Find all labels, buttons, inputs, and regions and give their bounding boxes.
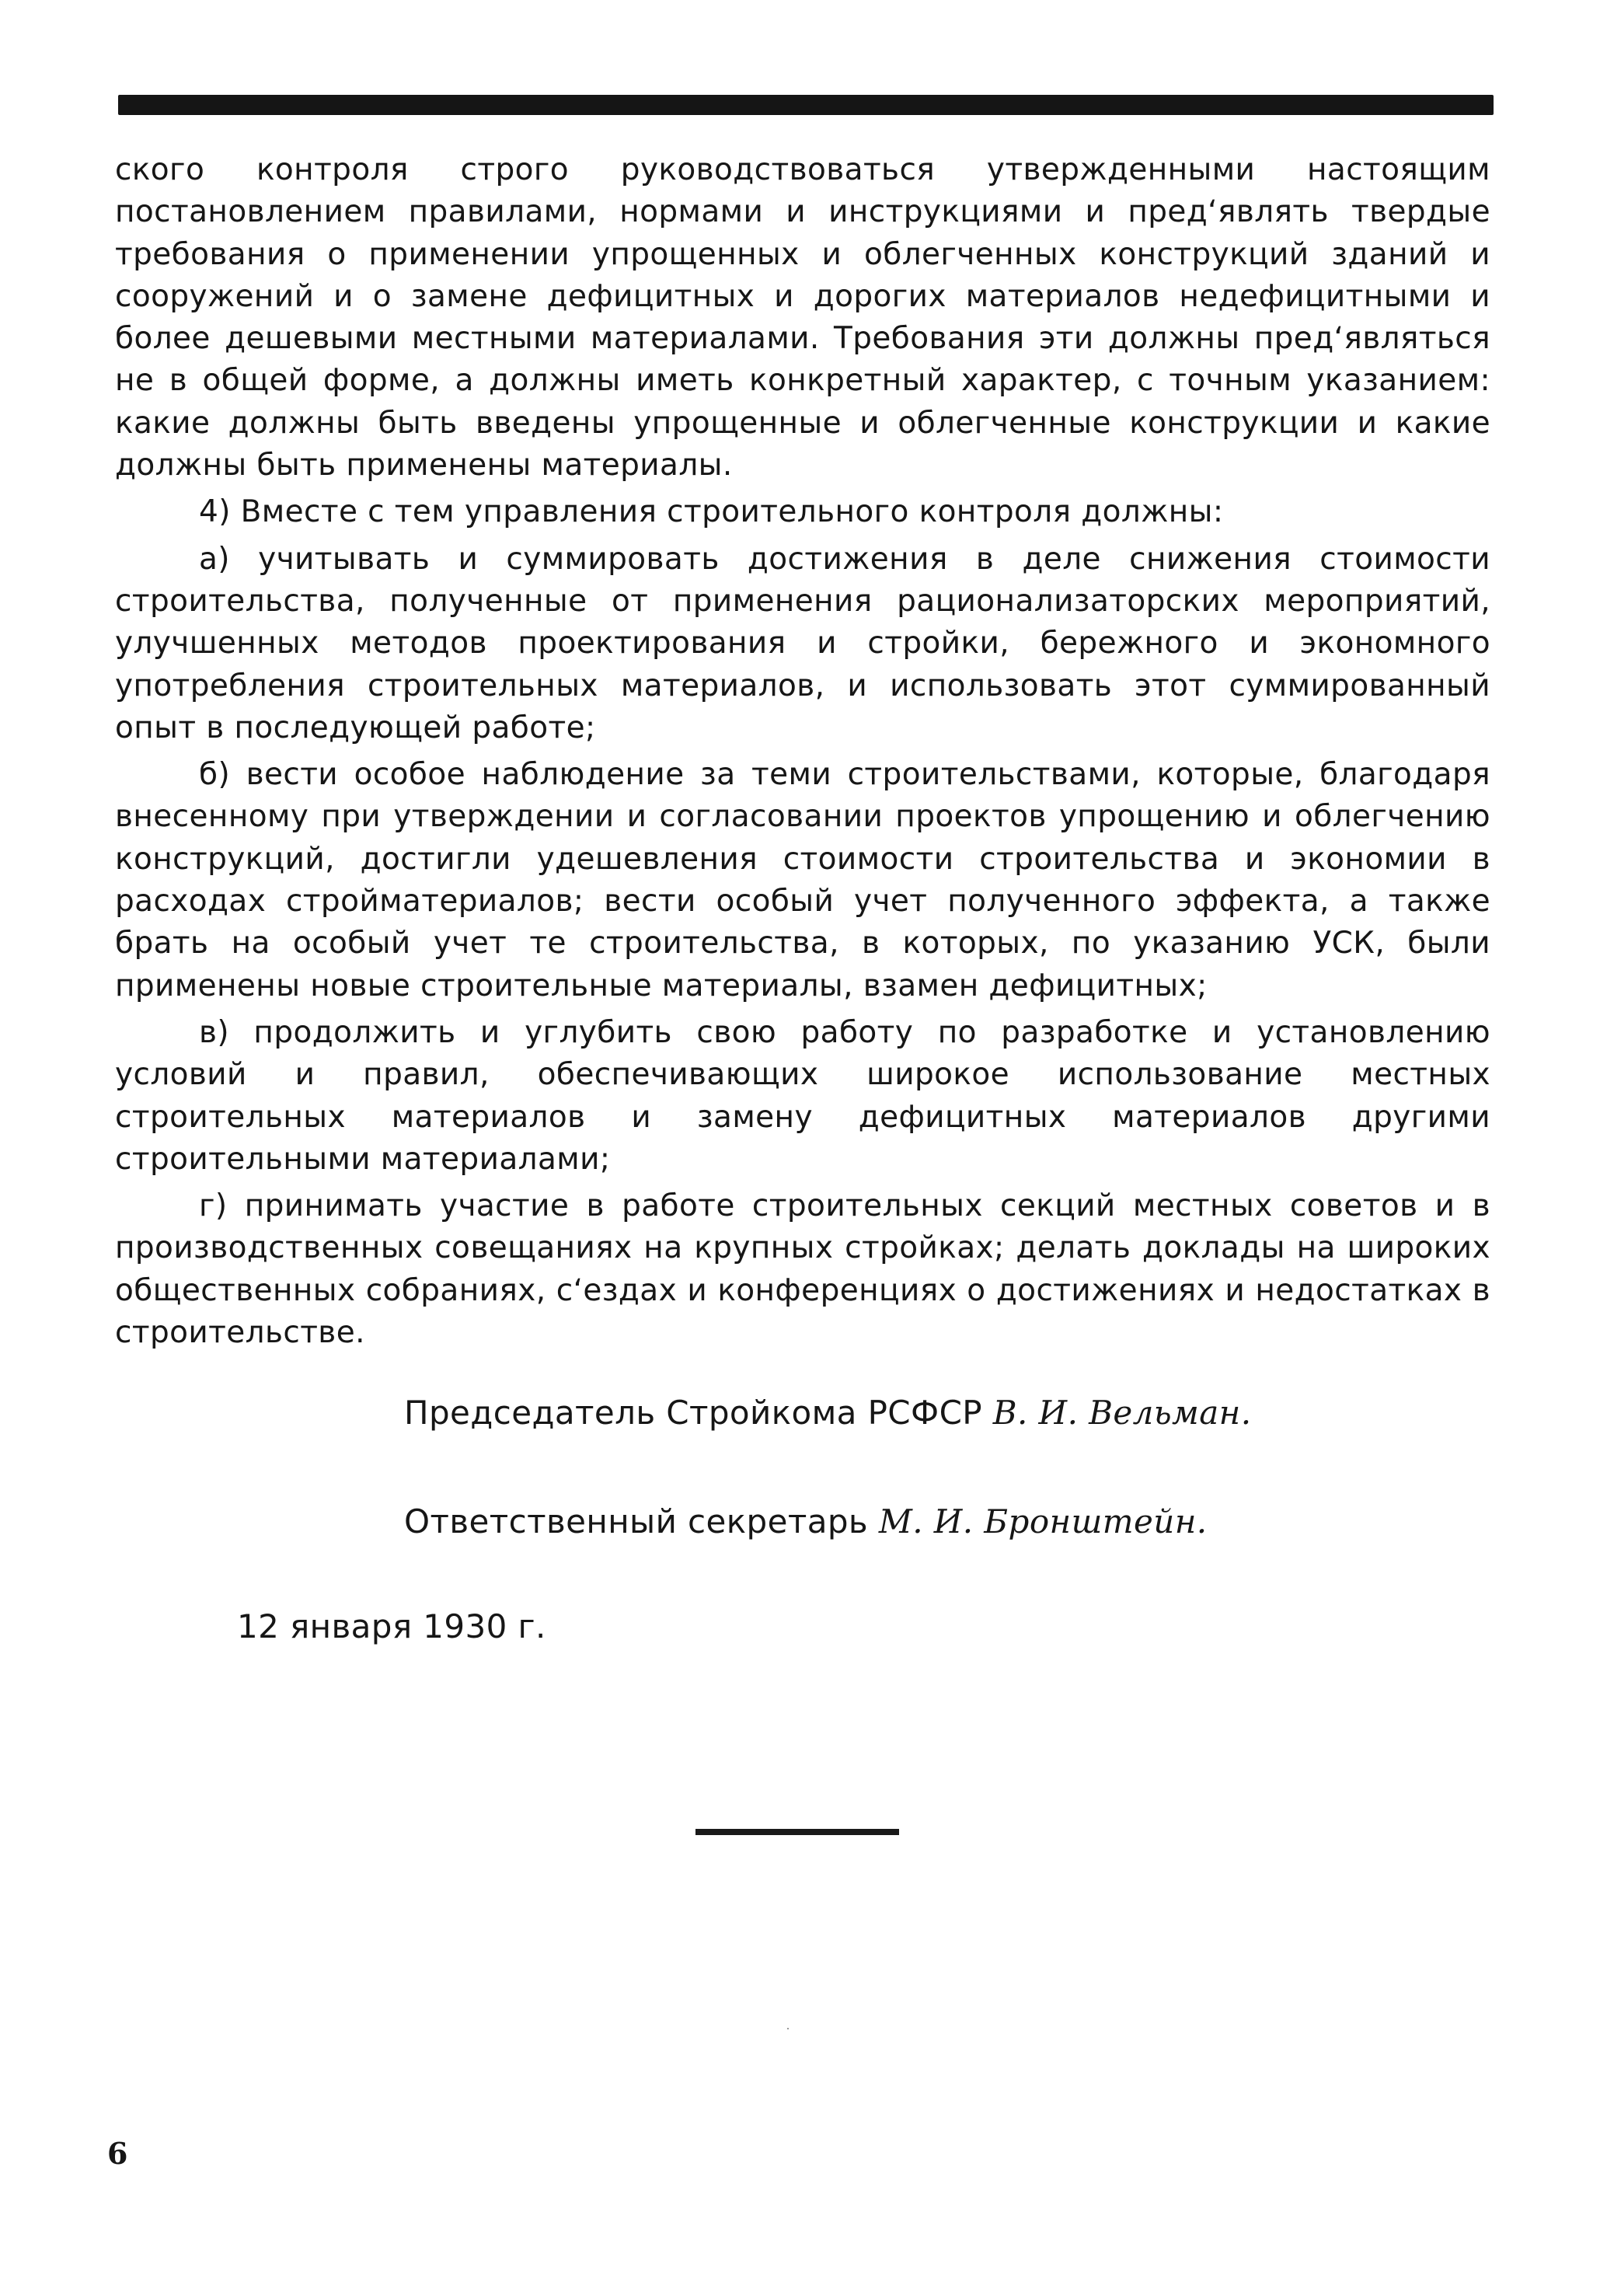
signature-chair bbox=[404, 1394, 1252, 1432]
signature-secretary bbox=[404, 1502, 1208, 1541]
paragraph-subitem-a: а) учитывать и суммировать достижения в деле снижения стоимости строительства, полученные от применения рационализаторских мероприятий, улучшенных методов проектирования и стройки, бережного и экономного употребления строительных материалов, и использовать этот суммированный опыт в последующей работе; bbox=[115, 541, 1490, 745]
paragraph-subitem-b: б) вести особое наблюдение за теми строительствами, которые, благодаря внесенному при утверждении и согласовании проектов упрощению и облегчению конструкций, достигли удешевления стоимости строительства и экономии в расходах стройматериалов; вести особый учет полученного эффекта, а также брать на особый учет те строительства, в которых, по указанию УСК, были применены новые строительные материалы, взамен дефицитных; bbox=[115, 757, 1490, 1003]
secretary-title: Ответственный секретарь bbox=[404, 1502, 869, 1541]
document-date: 12 января 1930 г. bbox=[237, 1607, 546, 1645]
print-speck bbox=[787, 2028, 789, 2029]
end-rule bbox=[695, 1829, 899, 1835]
chair-name: В. И. Вельман. bbox=[992, 1394, 1252, 1432]
paragraph-subitem-g: г) принимать участие в работе строительных секций местных советов и в производственных совещаниях на крупных стройках; делать доклады на широких общественных собраниях, с‘ездах и конференциях о достижениях и недостатках в строительстве. bbox=[115, 1188, 1490, 1351]
paragraph-item-4: 4) Вместе с тем управления строительного контроля должны: bbox=[199, 494, 1224, 530]
paragraph-continuation: ского контроля строго руководствоваться утвержденными настоящим постановлением правилами, нормами и инструкциями и пред‘являть твердые требования о применении упрощенных и облегченных конструкций зданий и сооружений и о замене дефицитных и дорогих материалов недефицитными и более дешевыми местными материалами. Требования эти должны пред‘являться не в общей форме, а должны иметь конкретный характер, с точным указанием: какие должны быть введены упрощенные и облегченные конструкции и какие должны быть применены материалы. bbox=[115, 152, 1490, 483]
page-number: 6 bbox=[107, 2136, 128, 2171]
chair-title: Председатель Стройкома РСФСР bbox=[404, 1394, 983, 1432]
secretary-name: М. И. Бронштейн. bbox=[878, 1502, 1208, 1541]
document-body bbox=[115, 149, 1490, 1354]
paragraph-subitem-v: в) продолжить и углубить свою работу по разработке и установлению условий и правил, обеспечивающих широкое использование местных строительных материалов и замену дефицитных материалов другими строительными материалами; bbox=[115, 1014, 1490, 1177]
top-rule bbox=[118, 95, 1494, 115]
